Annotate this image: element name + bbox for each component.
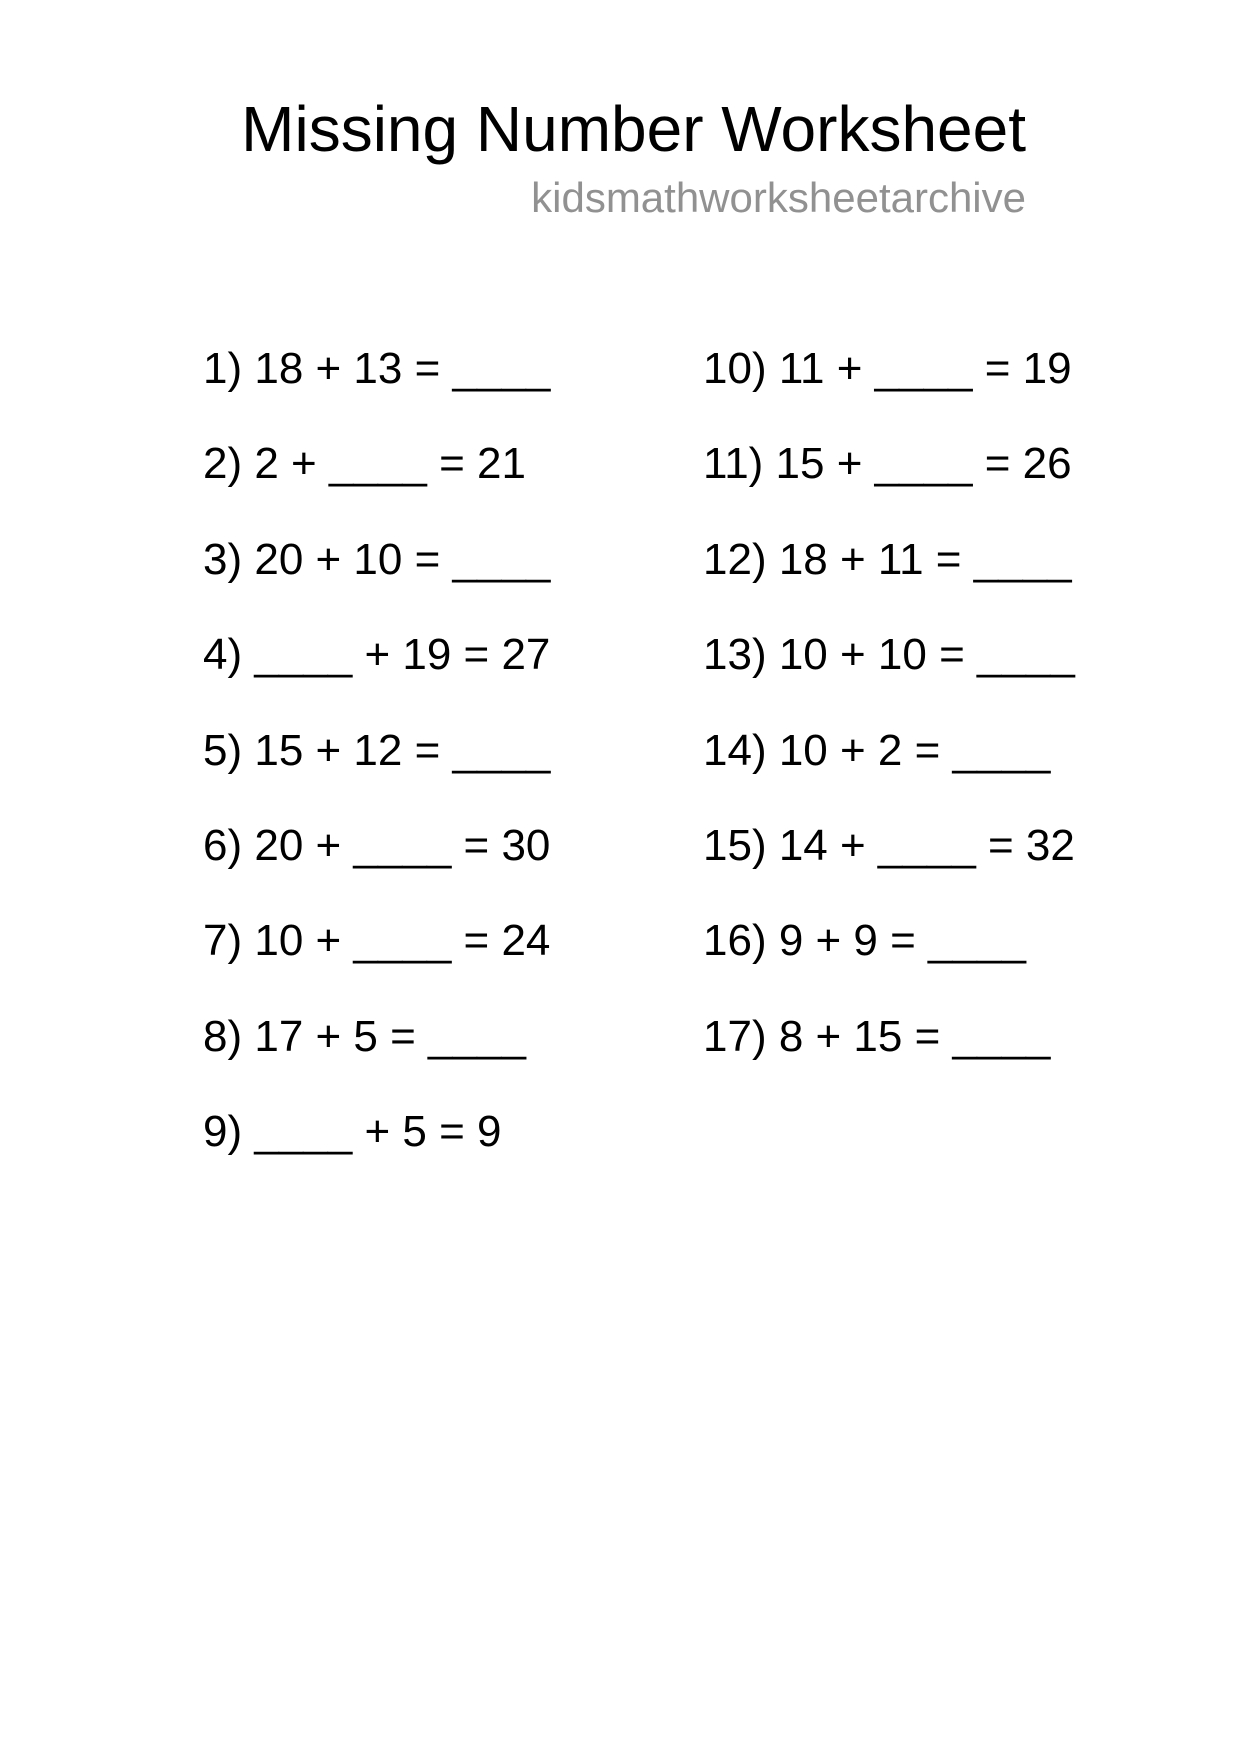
problem-6: 6) 20 + ____ = 30 xyxy=(203,820,551,870)
page-title: Missing Number Worksheet xyxy=(241,93,1026,165)
problem-1: 1) 18 + 13 = ____ xyxy=(203,344,551,393)
problem-10: 10) 11 + ____ = 19 xyxy=(703,344,1072,393)
problem-13: 13) 10 + 10 = ____ xyxy=(703,630,1075,680)
problems-column-right xyxy=(703,321,1075,1084)
problem-5: 5) 15 + 12 = ____ xyxy=(203,725,551,775)
problem-12: 12) 18 + 11 = ____ xyxy=(703,534,1072,584)
problem-15: 15) 14 + ____ = 32 xyxy=(703,820,1075,870)
problem-11: 11) 15 + ____ = 26 xyxy=(703,439,1072,489)
problem-9: 9) ____ + 5 = 9 xyxy=(203,1107,502,1157)
problem-2: 2) 2 + ____ = 21 xyxy=(203,439,526,489)
problem-16: 16) 9 + 9 = ____ xyxy=(703,916,1026,966)
watermark-subtitle: kidsmathworksheetarchive xyxy=(531,174,1026,221)
problem-3: 3) 20 + 10 = ____ xyxy=(203,534,551,584)
problem-7: 7) 10 + ____ = 24 xyxy=(203,916,551,966)
problem-4: 4) ____ + 19 = 27 xyxy=(203,630,551,680)
worksheet-header xyxy=(241,93,1026,221)
problems-column-left xyxy=(203,321,550,1180)
problem-8: 8) 17 + 5 = ____ xyxy=(203,1011,526,1061)
problem-17: 17) 8 + 15 = ____ xyxy=(703,1011,1051,1061)
problem-14: 14) 10 + 2 = ____ xyxy=(703,725,1051,775)
